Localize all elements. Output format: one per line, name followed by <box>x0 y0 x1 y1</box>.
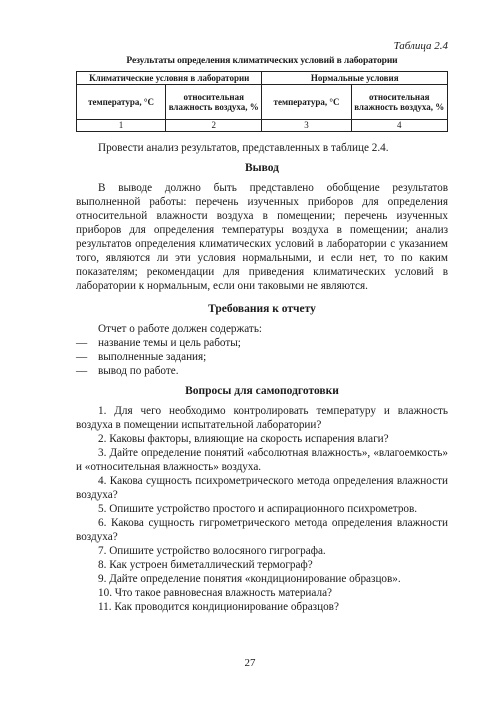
intro-paragraph: Провести анализ результатов, представленных в таблице 2.4. <box>98 142 389 154</box>
table-caption: Результаты определения климатических условий в лаборатории <box>126 56 398 66</box>
question-item: 10. Что такое равновесная влажность материала? <box>98 587 332 599</box>
table-number-row <box>77 120 448 132</box>
dash-marker: — <box>76 351 88 363</box>
document-page <box>76 40 448 614</box>
page-number: 27 <box>244 657 256 669</box>
column-number: 3 <box>262 120 351 132</box>
col-header-lab-humidity: относительная влажность воздуха, % <box>166 85 262 120</box>
column-number: 4 <box>351 120 447 132</box>
results-table <box>76 71 448 132</box>
question-item: 11. Как проводится кондиционирование образцов? <box>98 601 339 613</box>
col-header-lab-temperature: температура, °С <box>77 85 166 120</box>
table-label: Таблица 2.4 <box>393 40 448 52</box>
table-sub-header-row <box>77 85 448 120</box>
report-list-item-text: вывод по работе. <box>98 365 179 377</box>
question-item: 8. Как устроен биметаллический термограф? <box>98 559 313 571</box>
question-item: 6. Какова сущность гигрометрического метода определения влажности воздуха? <box>76 517 448 543</box>
dash-marker: — <box>76 365 88 377</box>
report-list-item-text: выполненные задания; <box>98 351 207 363</box>
report-list-item-text: название темы и цель работы; <box>98 337 241 349</box>
questions-heading: Вопросы для самоподготовки <box>185 385 339 397</box>
question-item: 7. Опишите устройство волосяного гигрографа. <box>98 545 326 557</box>
dash-marker: — <box>76 337 88 349</box>
group-header-lab: Климатические условия в лаборатории <box>77 72 262 85</box>
question-item: 1. Для чего необходимо контролировать температуру и влажность воздуха в помещении испытательной лаборатории? <box>76 405 448 431</box>
question-item: 2. Каковы факторы, влияющие на скорость испарения влаги? <box>98 433 389 445</box>
report-heading: Требования к отчету <box>208 303 316 315</box>
table-group-header-row <box>77 72 448 85</box>
report-list-item <box>76 336 448 350</box>
col-header-normal-humidity: относительная влажность воздуха, % <box>351 85 447 120</box>
conclusion-paragraph: В выводе должно быть представлено обобщение результатов выполненной работы: перечень изученных приборов для определения относительной влажности воздуха в помещении; перечень изученных приборов для определения температуры воздуха в помещении; анализ результатов определения климатических условий в лаборатории с указанием того, являются ли эти условия нормальными, и если нет, то по каким показателям; рекомендации для приведения климатических условий в лаборатории к нормальным, если они таковыми не являются. <box>76 182 448 292</box>
report-intro: Отчет о работе должен содержать: <box>98 323 263 335</box>
question-item: 9. Дайте определение понятия «кондиционирование образцов». <box>98 573 401 585</box>
col-header-normal-temperature: температура, °С <box>262 85 351 120</box>
column-number: 1 <box>77 120 166 132</box>
report-list-item <box>76 364 448 378</box>
question-item: 3. Дайте определение понятий «абсолютная влажность», «влагоемкость» и «относительная влажность» воздуха. <box>76 447 448 473</box>
group-header-normal: Нормальные условия <box>262 72 448 85</box>
question-item: 4. Какова сущность психрометрического метода определения влажности воздуха? <box>76 475 448 501</box>
conclusion-heading: Вывод <box>244 162 280 174</box>
report-list-item <box>76 350 448 364</box>
column-number: 2 <box>166 120 262 132</box>
question-item: 5. Опишите устройство простого и аспирационного психрометров. <box>98 503 418 515</box>
